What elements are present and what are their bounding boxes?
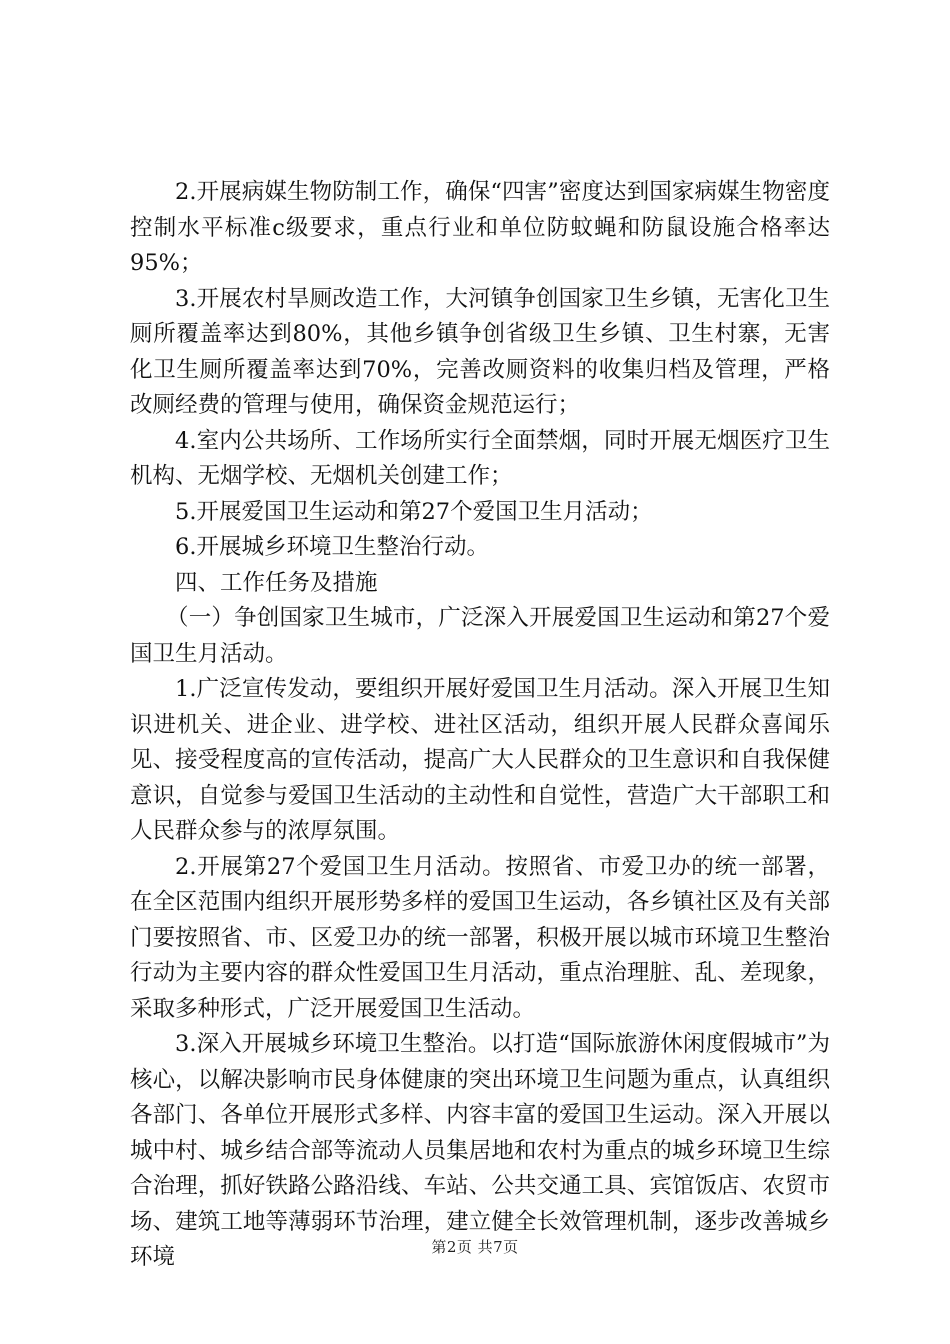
subsection-heading: （一）争创国家卫生城市，广泛深入开展爱国卫生运动和第27个爱国卫生月活动。 bbox=[130, 605, 830, 667]
paragraph-item-5: 5.开展爱国卫生运动和第27个爱国卫生月活动； bbox=[175, 498, 653, 525]
paragraph-item-3: 3.开展农村旱厕改造工作，大河镇争创国家卫生乡镇，无害化卫生厕所覆盖率达到80%，其他乡镇争创省级卫生乡镇、卫生村寨，无害化卫生厕所覆盖率达到70%，完善改厕资料的收集归档及管理，严格改厕经费的管理与使用，确保资金规范运行； bbox=[130, 285, 830, 418]
task-paragraph-2: 2.开展第27个爱国卫生月活动。按照省、市爱卫办的统一部署，在全区范围内组织开展形势多样的爱国卫生运动，各乡镇社区及有关部门要按照省、市、区爱卫办的统一部署，积极开展以城市环境卫生整治行动为主要内容的群众性爱国卫生月活动，重点治理脏、乱、差现象，采取多种形式，广泛开展爱国卫生活动。 bbox=[130, 853, 830, 1022]
task-paragraph-1: 1.广泛宣传发动，要组织开展好爱国卫生月活动。深入开展卫生知识进机关、进企业、进学校、进社区活动，组织开展人民群众喜闻乐见、接受程度高的宣传活动，提高广大人民群众的卫生意识和自我保健意识，自觉参与爱国卫生活动的主动性和自觉性，营造广大干部职工和人民群众参与的浓厚氛围。 bbox=[130, 676, 830, 844]
paragraph-item-4: 4.室内公共场所、工作场所实行全面禁烟，同时开展无烟医疗卫生机构、无烟学校、无烟机关创建工作； bbox=[130, 427, 830, 489]
document-body bbox=[130, 175, 830, 1276]
task-paragraph-3: 3.深入开展城乡环境卫生整治。以打造“国际旅游休闲度假城市”为核心，以解决影响市民身体健康的突出环境卫生问题为重点，认真组织各部门、各单位开展形式多样、内容丰富的爱国卫生运动。深入开展以城中村、城乡结合部等流动人员集居地和农村为重点的城乡环境卫生综合治理，抓好铁路公路沿线、车站、公共交通工具、宾馆饭店、农贸市场、建筑工地等薄弱环节治理，建立健全长效管理机制，逐步改善城乡环境 bbox=[130, 1031, 830, 1270]
paragraph-item-2: 2.开展病媒生物防制工作，确保“四害”密度达到国家病媒生物密度控制水平标准c级要求，重点行业和单位防蚊蝇和防鼠设施合格率达95%； bbox=[130, 179, 830, 276]
page-number-footer: 第2页 共7页 bbox=[431, 1238, 519, 1256]
paragraph-item-6: 6.开展城乡环境卫生整治行动。 bbox=[175, 534, 489, 560]
section-heading: 四、工作任务及措施 bbox=[175, 569, 378, 596]
